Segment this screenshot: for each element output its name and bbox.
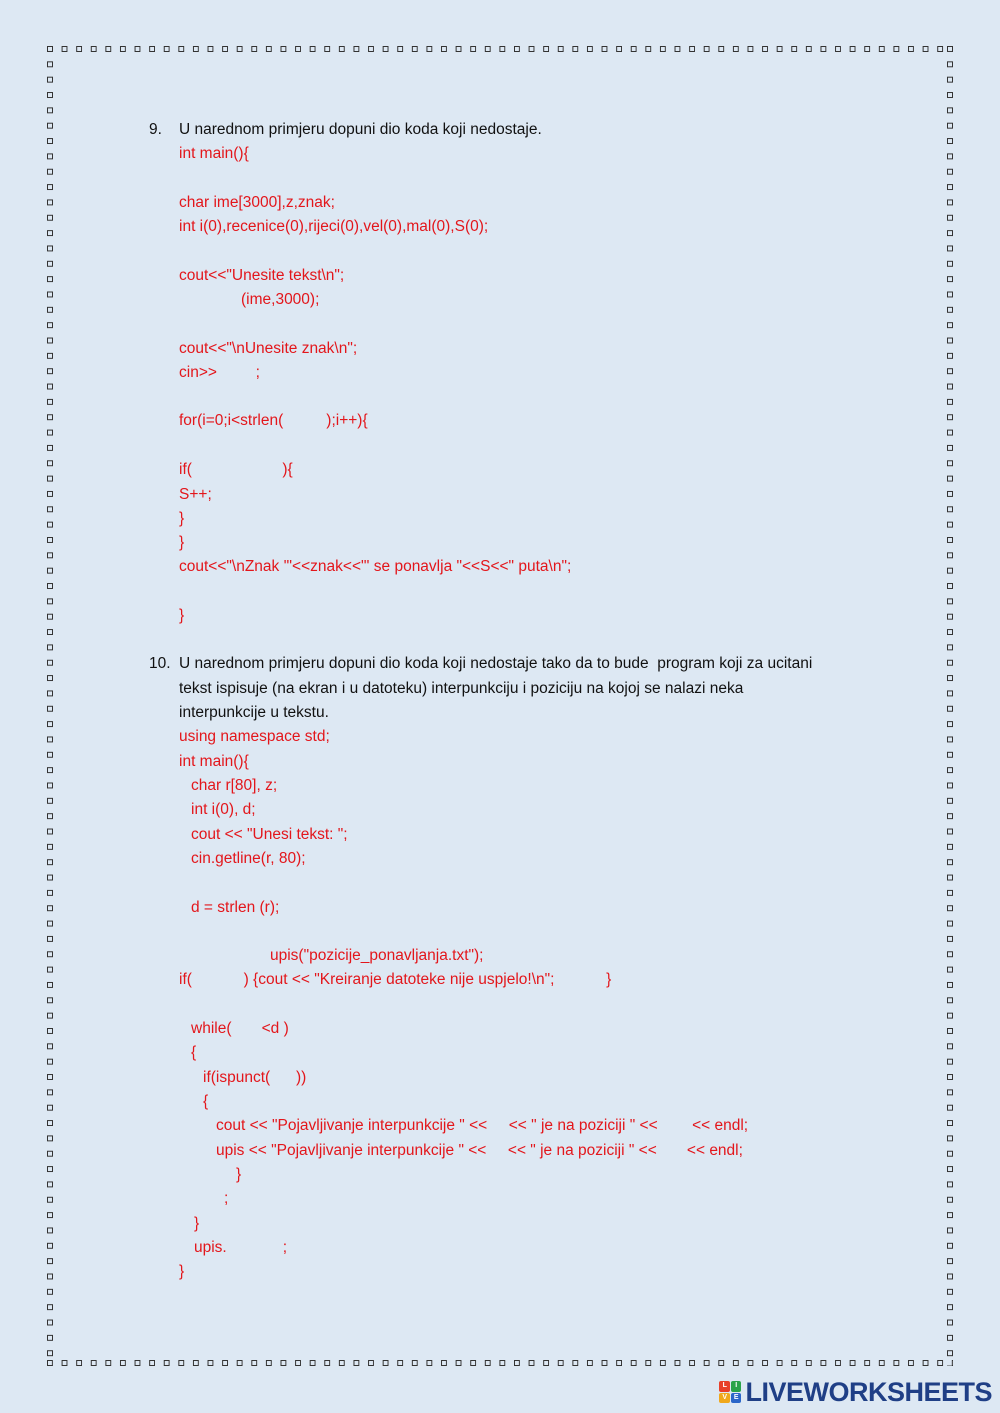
q10-code-line: cout << "Unesi tekst: "; <box>191 826 348 843</box>
q10-code-line: int i(0), d; <box>191 801 256 818</box>
border-left <box>47 46 53 1366</box>
q9-number: 9. <box>149 121 162 138</box>
border-top <box>47 46 953 52</box>
q9-code-line: for(i=0;i<strlen( );i++){ <box>179 412 368 429</box>
q10-code-line: upis << "Pojavljivanje interpunkcije " << << " je na poziciji " << << endl; <box>216 1142 743 1159</box>
q9-code-line: cout<<"\nUnesite znak\n"; <box>179 340 358 357</box>
q10-code-line: ; <box>224 1190 229 1207</box>
q10-code-line: upis. ; <box>194 1239 288 1256</box>
q10-code-line: } <box>179 1263 185 1280</box>
q10-question-text: interpunkcije u tekstu. <box>179 704 329 721</box>
q9-code-line: cin>> ; <box>179 364 260 381</box>
q10-code-line: d = strlen (r); <box>191 899 280 916</box>
q9-code-line: if( ){ <box>179 461 293 478</box>
q9-code-line: int main(){ <box>179 145 249 162</box>
q9-code-line: } <box>179 510 185 527</box>
q10-code-line: char r[80], z; <box>191 777 278 794</box>
q10-code-line: } <box>236 1166 242 1183</box>
q10-code-line: while( <d ) <box>191 1020 289 1037</box>
q9-code-line: } <box>179 607 185 624</box>
border-right <box>947 46 953 1366</box>
q9-code-line: (ime,3000); <box>241 291 320 308</box>
q9-code-line: } <box>179 534 185 551</box>
border-bottom <box>47 1360 953 1366</box>
q9-code-line: cout<<"Unesite tekst\n"; <box>179 267 345 284</box>
q9-question-text: U narednom primjeru dopuni dio koda koji nedostaje. <box>179 121 542 138</box>
q10-code-line: if( ) {cout << "Kreiranje datoteke nije uspjelo!\n"; } <box>179 971 612 988</box>
liveworksheets-wordmark: LIVEWORKSHEETS <box>745 1376 992 1407</box>
q10-code-line: { <box>191 1044 197 1061</box>
q10-code-line: { <box>203 1093 209 1110</box>
liveworksheets-logo[interactable] <box>719 1377 992 1407</box>
liveworksheets-icon: L I V E <box>719 1381 741 1403</box>
q10-code-line: using namespace std; <box>179 728 330 745</box>
q10-code-line: int main(){ <box>179 753 249 770</box>
q10-code-line: cin.getline(r, 80); <box>191 850 306 867</box>
q10-code-line: } <box>194 1215 200 1232</box>
q10-question-text: U narednom primjeru dopuni dio koda koji nedostaje tako da to bude program koji za ucitani <box>179 655 813 672</box>
q9-code-line: S++; <box>179 486 212 503</box>
q10-code-line: cout << "Pojavljivanje interpunkcije " << << " je na poziciji " << << endl; <box>216 1117 749 1134</box>
q9-code-line: int i(0),recenice(0),rijeci(0),vel(0),mal(0),S(0); <box>179 218 489 235</box>
q10-number: 10. <box>149 655 171 672</box>
q10-question-text: tekst ispisuje (na ekran i u datoteku) interpunkciju i poziciju na kojoj se nalazi neka <box>179 680 744 697</box>
q10-code-line: if(ispunct( )) <box>203 1069 307 1086</box>
q9-code-line: cout<<"\nZnak '"<<znak<<"' se ponavlja "<<S<<" puta\n"; <box>179 558 572 575</box>
q10-code-line: upis("pozicije_ponavljanja.txt"); <box>270 947 484 964</box>
q9-code-line: char ime[3000],z,znak; <box>179 194 335 211</box>
